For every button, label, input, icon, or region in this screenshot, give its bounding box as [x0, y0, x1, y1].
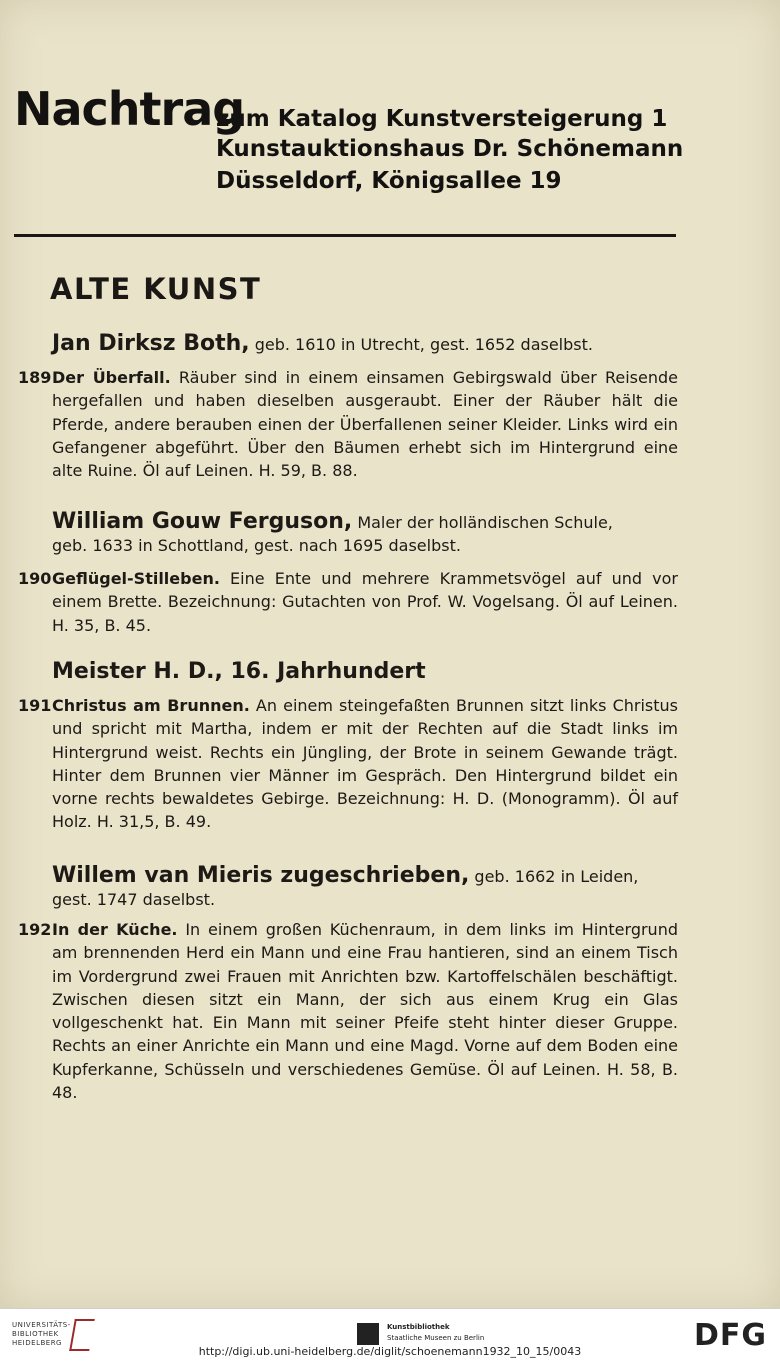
- lot-description: Eine Ente und mehrere Krammetsvögel auf und vor einem Brette. Bezeichnung: Gutachten von Prof. W. Vogelsang. Öl auf Leinen. H. 35, B. 45.: [52, 569, 678, 635]
- lot-number: 190: [18, 569, 52, 588]
- lot-number: 189: [18, 368, 52, 387]
- kunstbibliothek-name: Kunstbibliothek: [387, 1323, 450, 1331]
- lot-entry: [18, 918, 678, 1104]
- lot-title: In der Küche.: [52, 920, 178, 939]
- lot-title: Geflügel-Stilleben.: [52, 569, 220, 588]
- lot-description: Räuber sind in einem einsamen Gebirgswald über Reisende hergefallen und haben dieselben ausgeraubt. Einer der Räuber hält die Pferde, andere berauben einen der Überfallenen seiner Kleider. Links wird ein Gefangener abgeführt. Über den Bäumen erhebt sich im Hintergrund eine alte Ruine. Öl auf Leinen. H. 59, B. 88.: [52, 368, 678, 481]
- artist-heading: [52, 332, 593, 356]
- lot-entry: [18, 366, 678, 482]
- header-line-auction-house: Kunstauktionshaus Dr. Schönemann: [216, 136, 684, 162]
- lot-entry: [18, 694, 678, 834]
- lot-number: 191: [18, 696, 52, 715]
- kunstbibliothek-logo[interactable]: [387, 1322, 484, 1344]
- ub-logo-line: UNIVERSITÄTS-: [12, 1321, 71, 1329]
- header-title-word: Nachtrag: [14, 82, 245, 136]
- catalog-header: [14, 78, 684, 198]
- lot-description: An einem steingefaßten Brunnen sitzt links Christus und spricht mit Martha, indem er mit der Rechten auf die Stadt links im Hintergrund weist. Rechts ein Jüngling, der Brote in seinem Gewande trägt. Hinter dem Brunnen vier Männer im Gespräch. Den Hintergrund bildet ein vorne rechts bewaldetes Gebirge. Bezeichnung: H. D. (Monogramm). Öl auf Holz. H. 31,5, B. 49.: [52, 696, 678, 832]
- lot-title: Christus am Brunnen.: [52, 696, 250, 715]
- section-title: ALTE KUNST: [50, 272, 262, 306]
- artist-name: Jan Dirksz Both,: [52, 331, 250, 356]
- lot-entry: [18, 567, 678, 637]
- ub-logo-line: HEIDELBERG: [12, 1339, 62, 1347]
- artist-name: Willem van Mieris zugeschrieben,: [52, 863, 470, 888]
- artist-info: geb. 1610 in Utrecht, gest. 1652 daselbst.: [249, 335, 593, 354]
- ub-heidelberg-logo[interactable]: [12, 1321, 71, 1348]
- header-line-address: Düsseldorf, Königsallee 19: [216, 168, 562, 194]
- lot-description: In einem großen Küchenraum, in dem links im Hintergrund am brennenden Herd ein Mann und eine Frau hantieren, sind an einem Tisch im Vordergrund zwei Frauen mit Anrichten bzw. Kartoffelschälen beschäftigt. Zwischen diesen sitzt ein Mann, der sich aus einem Krug ein Glas vollgeschenkt hat. Ein Mann mit seiner Pfeife steht hinter dieser Gruppe. Rechts an einer Anrichte ein Mann und eine Magd. Vorne auf dem Boden eine Kupferkanne, Schüsseln und verschiedenes Gemüse. Öl auf Leinen. H. 58, B. 48.: [52, 920, 678, 1103]
- dfg-logo[interactable]: DFG: [694, 1318, 768, 1353]
- artist-name: William Gouw Ferguson,: [52, 509, 353, 534]
- kunstbibliothek-subtitle: Staatliche Museen zu Berlin: [387, 1334, 485, 1342]
- artist-name: Meister H. D., 16. Jahrhundert: [52, 659, 426, 684]
- lot-title: Der Überfall.: [52, 368, 171, 387]
- header-rule: [14, 234, 676, 237]
- ub-logo-line: BIBLIOTHEK: [12, 1330, 59, 1338]
- artist-heading: [52, 660, 426, 684]
- artist-info: Maler der holländischen Schule, geb. 1633 in Schottland, gest. nach 1695 daselbst.: [52, 513, 613, 555]
- artist-heading: [52, 864, 652, 911]
- lot-number: 192: [18, 920, 52, 939]
- header-line-catalog: zum Katalog Kunstversteigerung 1: [216, 106, 668, 132]
- artist-heading: [52, 510, 652, 557]
- kunstbibliothek-icon: [357, 1323, 379, 1345]
- page-url[interactable]: http://digi.ub.uni-heidelberg.de/diglit/schoenemann1932_10_15/0043: [198, 1345, 582, 1358]
- artist-info: geb. 1662 in Leiden, gest. 1747 daselbst.: [52, 867, 639, 909]
